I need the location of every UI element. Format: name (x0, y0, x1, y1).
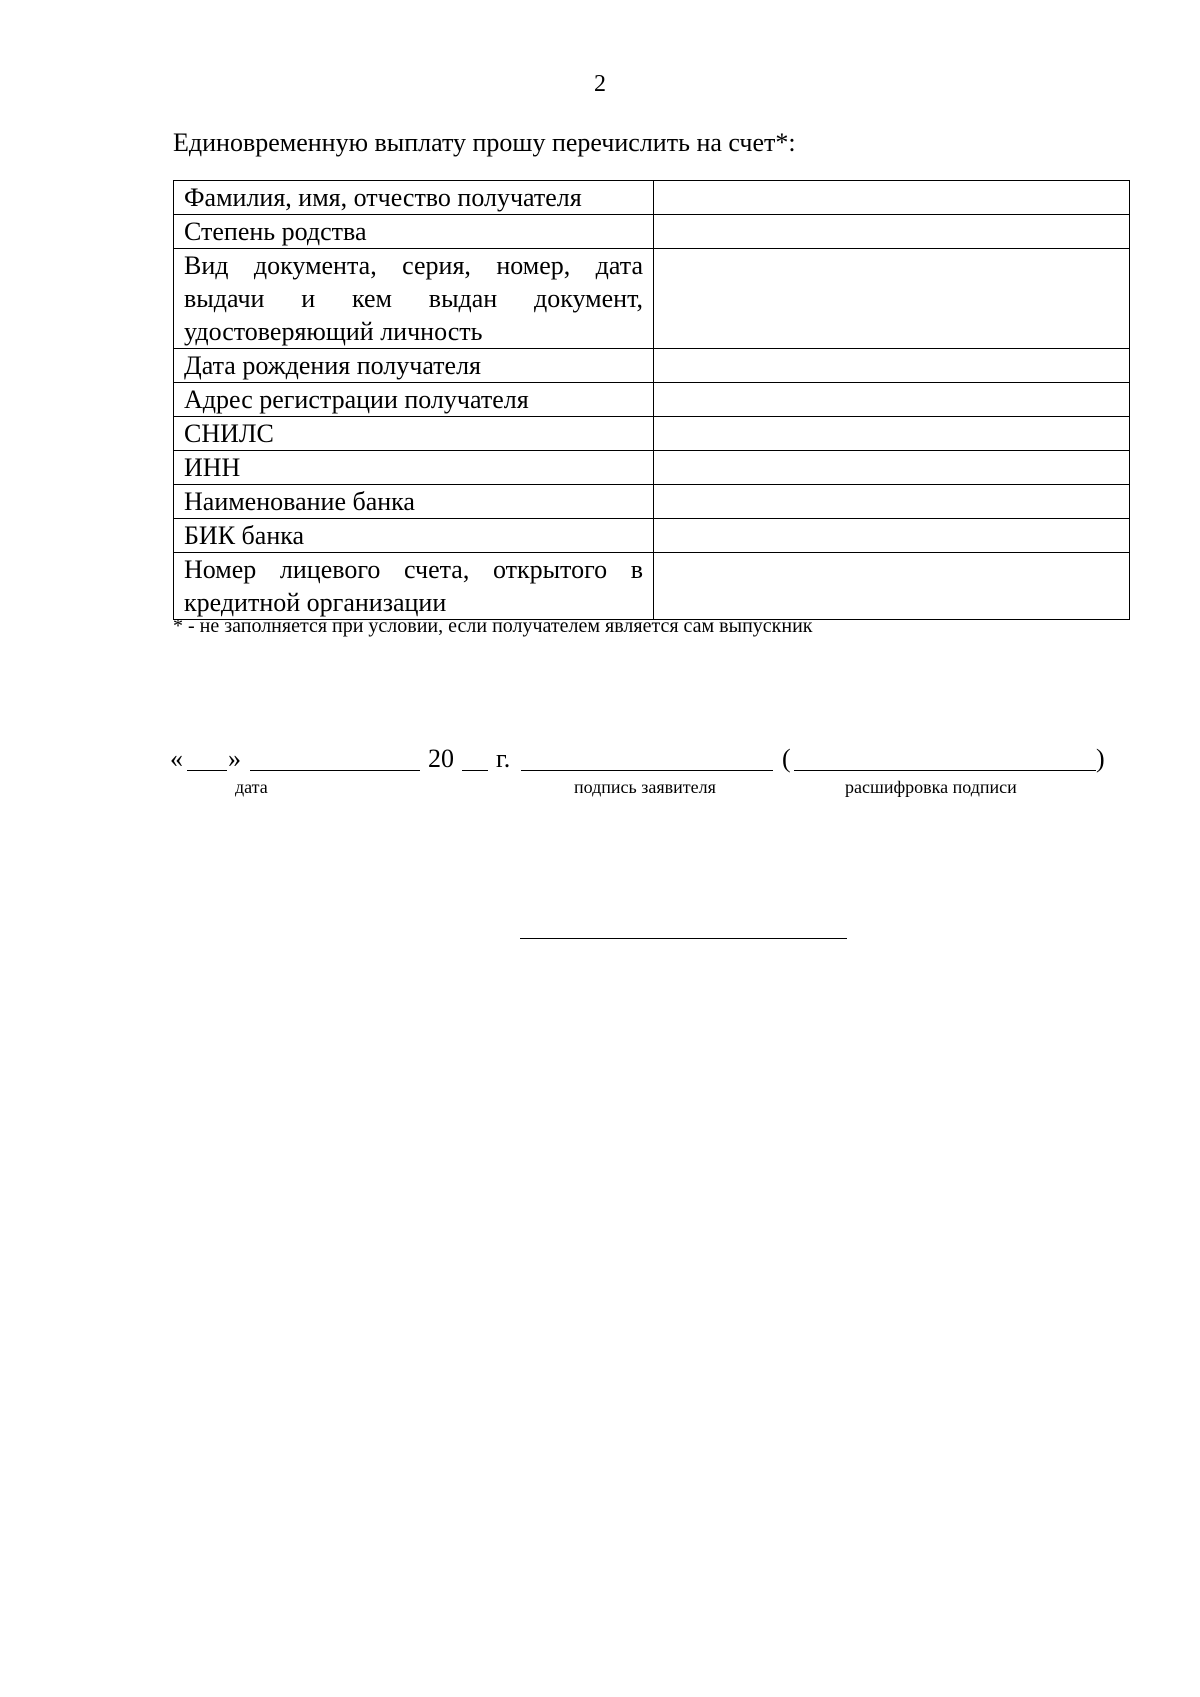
decoding-caption: расшифровка подписи (845, 777, 1017, 797)
row-value-bank-name[interactable] (654, 485, 1130, 519)
row-value-birth-date[interactable] (654, 349, 1130, 383)
row-label-snils: СНИЛС (174, 417, 654, 451)
recipient-details-table (173, 180, 1130, 620)
year-suffix: г. (496, 744, 511, 773)
row-value-relationship[interactable] (654, 215, 1130, 249)
table-row (174, 215, 1130, 249)
signature-caption: подпись заявителя (574, 777, 716, 797)
date-caption: дата (235, 777, 268, 797)
close-paren: ) (1096, 744, 1105, 773)
row-value-full-name[interactable] (654, 181, 1130, 215)
month-blank[interactable] (250, 770, 420, 771)
row-value-snils[interactable] (654, 417, 1130, 451)
intro-text: Единовременную выплату прошу перечислить на счет*: (173, 128, 796, 157)
signature-blank[interactable] (521, 770, 773, 771)
row-value-bik[interactable] (654, 519, 1130, 553)
row-label-account-number: Номер лицевого счета, открытого в кредитной организации (174, 553, 654, 620)
row-value-inn[interactable] (654, 451, 1130, 485)
end-of-document-rule (520, 938, 847, 939)
table-row (174, 519, 1130, 553)
row-value-account-number[interactable] (654, 553, 1130, 620)
table-row (174, 451, 1130, 485)
row-label-bik: БИК банка (174, 519, 654, 553)
row-label-inn: ИНН (174, 451, 654, 485)
table-row (174, 181, 1130, 215)
row-label-full-name: Фамилия, имя, отчество получателя (174, 181, 654, 215)
row-label-id-document: Вид документа, серия, номер, дата выдачи и кем выдан документ, удостоверяющий личность (174, 249, 654, 349)
day-blank[interactable] (187, 770, 227, 771)
row-label-address: Адрес регистрации получателя (174, 383, 654, 417)
signature-decoding-blank[interactable] (794, 770, 1096, 771)
year-prefix: 20 (428, 744, 454, 773)
row-value-id-document[interactable] (654, 249, 1130, 349)
table-row (174, 417, 1130, 451)
table-row (174, 553, 1130, 620)
footnote: * - не заполняется при условии, если получателем является сам выпускник (173, 615, 813, 637)
open-paren: ( (782, 744, 791, 773)
table-row (174, 383, 1130, 417)
row-label-birth-date: Дата рождения получателя (174, 349, 654, 383)
open-quote: « (170, 744, 183, 773)
table-row (174, 349, 1130, 383)
signature-line (170, 742, 1110, 776)
table-row (174, 249, 1130, 349)
close-quote: » (228, 744, 241, 773)
page-number: 2 (594, 71, 606, 97)
year-blank[interactable] (462, 770, 488, 771)
row-label-bank-name: Наименование банка (174, 485, 654, 519)
row-label-relationship: Степень родства (174, 215, 654, 249)
table-row (174, 485, 1130, 519)
row-value-address[interactable] (654, 383, 1130, 417)
